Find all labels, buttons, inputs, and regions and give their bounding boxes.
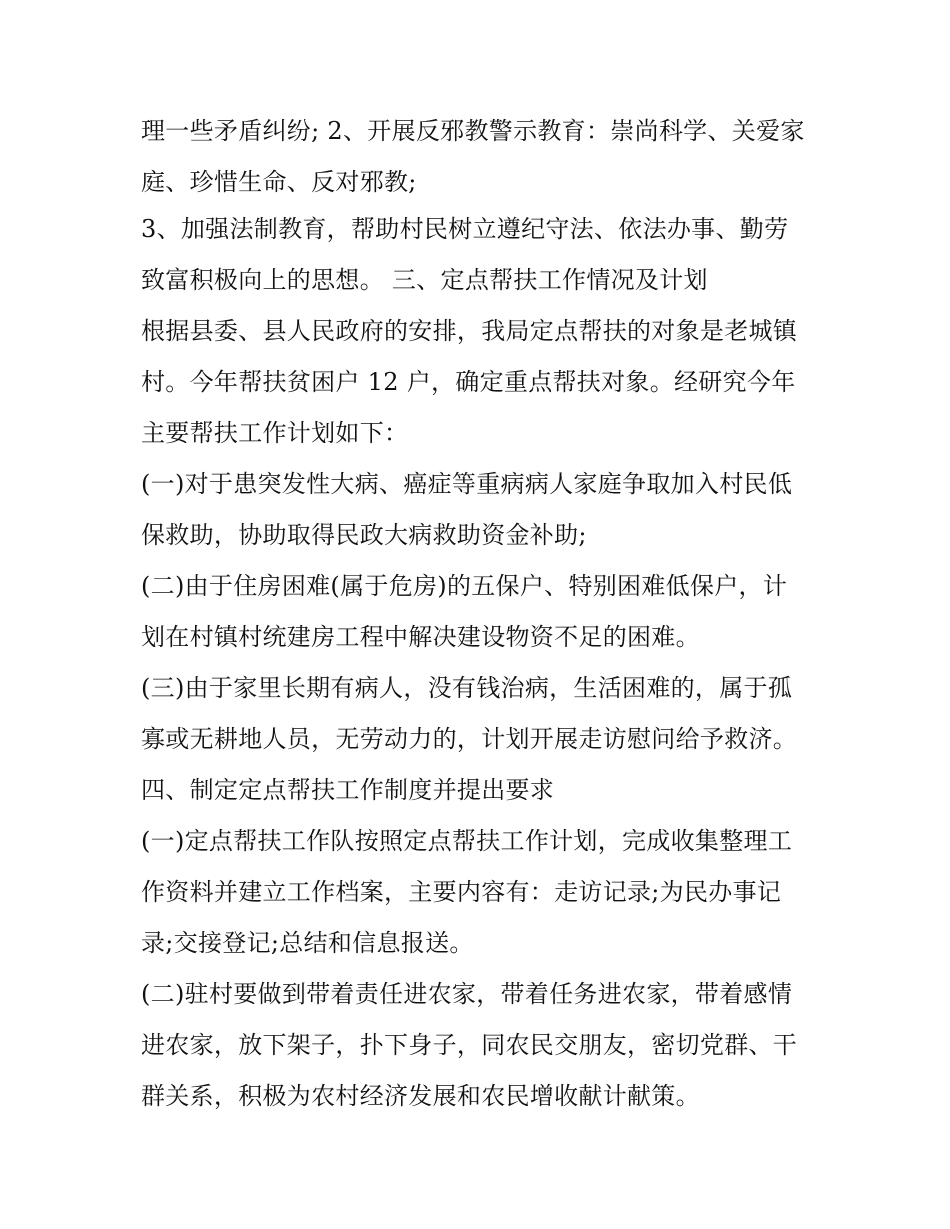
text-line: 录;交接登记;总结和信息报送。: [141, 929, 474, 957]
text-line: 3、加强法制教育，帮助村民树立遵纪守法、依法办事、勤劳: [141, 215, 789, 243]
text-line: 村。今年帮扶贫困户 12 户，确定重点帮扶对象。经研究今年: [141, 368, 796, 396]
text-line: (一)定点帮扶工作队按照定点帮扶工作计划，完成收集整理工: [141, 827, 793, 855]
text-line: 四、制定定点帮扶工作制度并提出要求: [141, 776, 555, 804]
text-line: 主要帮扶工作计划如下：: [141, 419, 409, 447]
text-line: 庭、珍惜生命、反对邪教;: [141, 168, 417, 196]
text-line: 理一些矛盾纠纷; 2、开展反邪教警示教育：崇尚科学、关爱家: [141, 117, 805, 145]
text-line: 保救助，协助取得民政大病救助资金补助;: [141, 521, 587, 549]
text-line: 作资料并建立工作档案，主要内容有：走访记录;为民办事记: [141, 878, 782, 906]
text-line: (三)由于家里长期有病人，没有钱治病，生活困难的，属于孤: [141, 674, 793, 702]
text-line: (二)由于住房困难(属于危房)的五保户、特别困难低保户，计: [141, 572, 788, 600]
text-line: 进农家，放下架子，扑下身子，同农民交朋友，密切党群、干: [141, 1031, 798, 1059]
text-line: (二)驻村要做到带着责任进农家，带着任务进农家，带着感情: [141, 980, 793, 1008]
text-line: 寡或无耕地人员，无劳动力的，计划开展走访慰问给予救济。: [141, 725, 798, 753]
text-line: 致富积极向上的思想。 三、定点帮扶工作情况及计划: [141, 266, 708, 294]
text-line: 群关系，积极为农村经济发展和农民增收献计献策。: [141, 1082, 700, 1110]
text-line: 根据县委、县人民政府的安排，我局定点帮扶的对象是老城镇: [141, 317, 798, 345]
text-line: (一)对于患突发性大病、癌症等重病病人家庭争取加入村民低: [141, 470, 793, 498]
text-line: 划在村镇村统建房工程中解决建设物资不足的困难。: [141, 623, 700, 651]
